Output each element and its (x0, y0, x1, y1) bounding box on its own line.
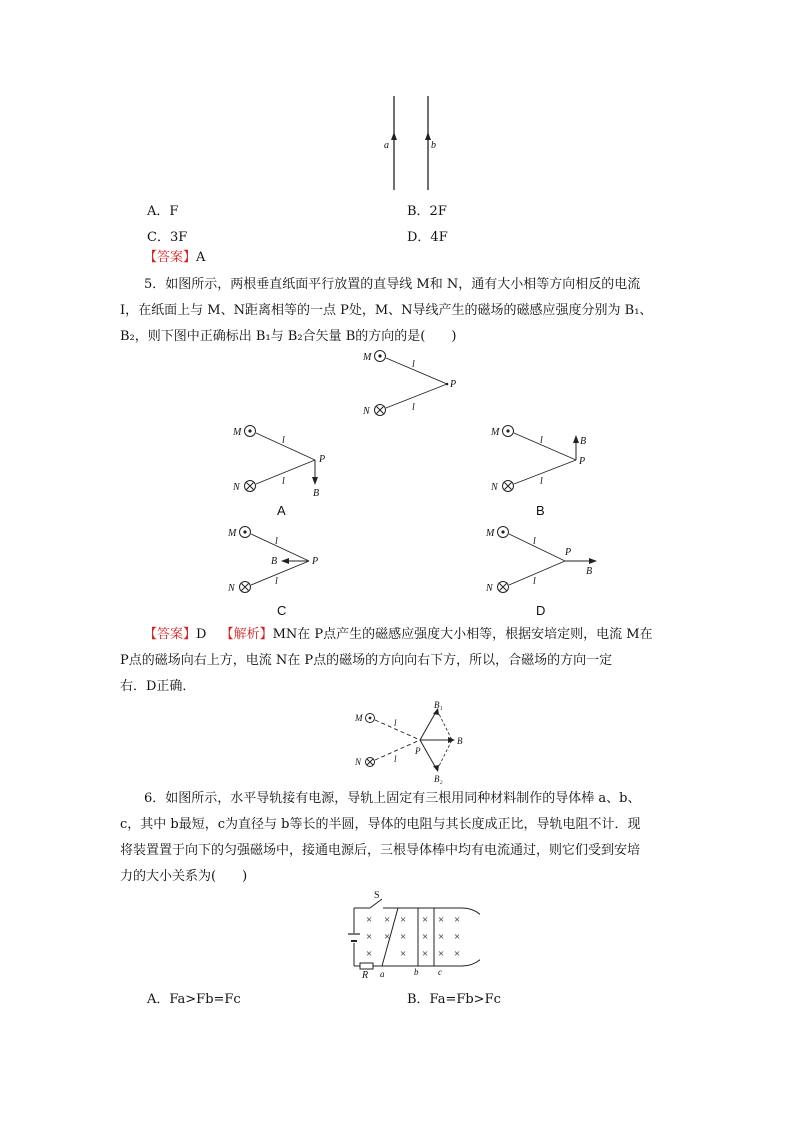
svg-text:×: × (400, 931, 407, 943)
q6-line3: 将装置置于向下的匀强磁场中，接通电源后，三根导体棒中均有电流通过，则它们受到安培 (120, 843, 641, 858)
svg-text:l: l (533, 536, 536, 547)
q5-choice-b-label[interactable]: B (536, 503, 545, 518)
svg-text:×: × (454, 914, 461, 926)
answer-tag: 【答案】 (144, 627, 197, 642)
current-arrow-a (391, 132, 397, 140)
q5-line2: I，在纸面上与 M、N距离相等的一点 P处，M、N导线产生的磁场的磁感应强度分别为 B₁、 (120, 303, 653, 318)
svg-text:M: M (233, 427, 242, 438)
svg-text:×: × (422, 931, 429, 943)
svg-text:a: a (380, 969, 385, 979)
svg-text:×: × (366, 914, 373, 926)
q6-option-b[interactable]: B．Fa=Fb>Fc (407, 992, 501, 1007)
current-arrow-b (425, 132, 431, 140)
svg-text:N: N (233, 482, 240, 493)
svg-text:B: B (271, 556, 278, 567)
svg-text:l: l (533, 576, 536, 587)
q6-number: 6． (144, 791, 166, 806)
q5-choice-a-label[interactable]: A (277, 503, 286, 518)
svg-text:×: × (438, 914, 445, 926)
q5-analysis-figure (352, 700, 482, 785)
svg-text:×: × (400, 914, 407, 926)
svg-text:×: × (400, 948, 407, 960)
svg-text:×: × (438, 948, 445, 960)
svg-text:B₁: B₁ (434, 700, 443, 710)
svg-text:×: × (454, 931, 461, 943)
svg-text:×: × (454, 948, 461, 960)
svg-text:N: N (355, 757, 362, 767)
q4-option-c[interactable]: C．3F (147, 230, 188, 245)
q5-choice-a-figure[interactable] (230, 420, 340, 500)
svg-text:P: P (415, 746, 421, 756)
svg-text:P: P (450, 379, 457, 390)
q5-choice-b-figure[interactable] (488, 420, 598, 500)
q5-line1: 5．如图所示，两根垂直纸面平行放置的直导线 M和 N，通有大小相等方向相反的电流 (144, 277, 641, 292)
svg-text:×: × (366, 931, 373, 943)
resistor (360, 963, 373, 969)
svg-text:l: l (540, 476, 543, 487)
q4-option-b[interactable]: B．2F (407, 204, 447, 219)
rod-c-semicircle (462, 908, 480, 966)
q4-option-a[interactable]: A．F (147, 204, 179, 219)
q5-choice-d-figure[interactable] (483, 520, 608, 600)
svg-text:l: l (394, 754, 397, 764)
q6-option-a[interactable]: A．Fa>Fb=Fc (147, 992, 241, 1007)
svg-text:S: S (374, 890, 380, 901)
q6-circuit-figure (340, 888, 480, 980)
svg-text:×: × (422, 948, 429, 960)
q5-number: 5． (144, 277, 166, 292)
q5-choice-c-label[interactable]: C (277, 603, 287, 618)
svg-text:M: M (491, 427, 500, 438)
svg-text:B: B (313, 488, 320, 499)
svg-text:×: × (384, 914, 391, 926)
svg-text:l: l (282, 476, 285, 487)
svg-text:P: P (565, 547, 572, 558)
svg-text:B: B (457, 736, 463, 746)
svg-text:M: M (486, 528, 495, 539)
wire-a-label: a (384, 140, 389, 151)
svg-text:B₂: B₂ (434, 774, 443, 784)
q5-choice-c-figure[interactable] (225, 520, 335, 600)
svg-text:P: P (312, 556, 319, 567)
svg-text:R: R (362, 970, 369, 980)
svg-text:B: B (586, 566, 593, 577)
q6-line4: 力的大小关系为( ) (120, 869, 248, 884)
q4-option-d[interactable]: D．4F (407, 230, 448, 245)
q5-analysis: 【答案】D 【解析】MN在 P点产生的磁感应强度大小相等，根据安培定则，电流 M在 P点的磁场向右上方，电流 N在 P点的磁场的方向向右下方，所以，合磁场的方向一定 右．D正确． (120, 627, 653, 694)
q6-line1: 6．如图所示，水平导轨接有电源，导轨上固定有三根用同种材料制作的导体棒 a、b、 (144, 791, 641, 806)
svg-text:B: B (580, 436, 587, 447)
svg-text:N: N (486, 583, 493, 594)
svg-text:M: M (363, 352, 372, 363)
svg-text:l: l (282, 435, 285, 446)
answer-value: A (196, 250, 206, 265)
svg-text:P: P (319, 454, 326, 465)
svg-text:×: × (384, 931, 391, 943)
q5-line3: B₂，则下图中正确标出 B₁与 B₂合矢量 B的方向的是( ) (120, 329, 457, 344)
svg-text:N: N (491, 482, 498, 493)
svg-text:N: N (228, 583, 235, 594)
svg-text:l: l (275, 576, 278, 587)
q6-line2: c，其中 b最短，c为直径与 b等长的半圆，导体的电阻与其长度成正比，导轨电阻不计．现 (120, 817, 641, 832)
magnetic-field-crosses (366, 914, 460, 960)
svg-text:N: N (363, 406, 370, 417)
q5-choice-d-label[interactable]: D (536, 603, 546, 618)
svg-text:l: l (394, 718, 397, 728)
svg-text:l: l (540, 435, 543, 446)
q6-stem (120, 786, 680, 890)
svg-text:M: M (355, 713, 363, 723)
answer-value: D (196, 627, 207, 642)
svg-text:c: c (438, 967, 442, 977)
svg-text:l: l (412, 359, 415, 370)
svg-text:×: × (422, 914, 429, 926)
svg-text:×: × (366, 948, 373, 960)
svg-text:×: × (438, 931, 445, 943)
svg-text:l: l (412, 402, 415, 413)
svg-text:l: l (275, 536, 278, 547)
parallel-wires-figure (370, 92, 460, 194)
svg-text:P: P (579, 456, 586, 467)
q5-main-figure (360, 345, 470, 420)
analysis-tag: 【解析】 (220, 627, 273, 642)
q4-answer (144, 245, 205, 271)
svg-text:M: M (228, 528, 237, 539)
wire-b-label: b (431, 140, 436, 151)
answer-tag: 【答案】 (144, 250, 197, 265)
svg-text:b: b (414, 967, 419, 977)
q5-stem (120, 272, 680, 350)
